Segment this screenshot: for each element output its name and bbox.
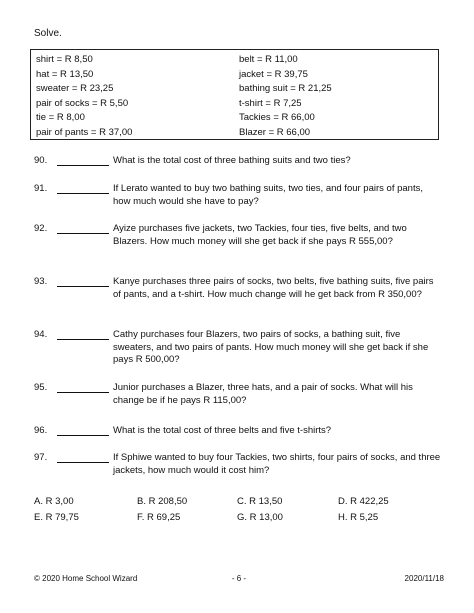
answer-option: H. R 5,25 [338,512,379,523]
answer-blank[interactable] [57,233,109,234]
answer-blank[interactable] [57,165,109,166]
question-text: If Lerato wanted to buy two bathing suits, two ties, and four pairs of pants, how much would she have to pay? [113,183,423,207]
question-text: What is the total cost of three belts and five t-shirts? [113,425,332,436]
question-text: What is the total cost of three bathing suits and two ties? [113,155,351,166]
price-item: Tackies = R 66,00 [239,112,315,124]
question-text: Junior purchases a Blazer, three hats, and a pair of socks. What will his change be if he pays R 115,00? [113,382,413,406]
price-item: jacket = R 39,75 [239,68,308,80]
question-number: 95. [34,382,48,393]
question-text: If Sphiwe wanted to buy four Tackies, two shirts, four pairs of socks, and three jackets, how much would it cost him? [113,452,441,476]
question-number: 92. [34,223,48,234]
question-number: 94. [34,329,48,340]
price-item: belt = R 11,00 [239,54,298,65]
price-item: pair of pants = R 37,00 [36,126,133,138]
page-footer [34,574,444,586]
footer-page-number: - 6 - [231,574,247,583]
question-number: 96. [34,425,48,436]
price-item: sweater = R 23,25 [36,83,114,95]
question-number: 90. [34,155,48,166]
question-number: 93. [34,276,48,287]
footer-date: 2020/11/18 [404,574,444,583]
footer-copyright: © 2020 Home School Wizard [34,574,138,583]
answer-option: B. R 208,50 [137,496,188,507]
price-item: t-shirt = R 7,25 [239,97,302,109]
question-text: Ayize purchases five jackets, two Tackies, four ties, five belts, and two Blazers. How much money will she get back if she pays R 555,00? [113,223,407,247]
instruction: Solve. [34,28,62,39]
question-number: 91. [34,183,48,194]
price-item: tie = R 8,00 [36,112,85,124]
price-list-box [30,49,439,140]
question-number: 97. [34,452,48,463]
question-text: Cathy purchases four Blazers, two pairs of socks, a bathing suit, five sweaters, and two pairs of pants. How much money will she get back if she pays R 500,00? [113,329,429,365]
price-item: bathing suit = R 21,25 [239,83,332,95]
answer-option: D. R 422,25 [338,496,389,507]
answer-row [34,512,444,528]
price-column-left [36,53,132,141]
answer-options [34,496,444,528]
answer-blank[interactable] [57,286,109,287]
answer-option: C. R 13,50 [237,496,283,507]
answer-option: G. R 13,00 [237,512,283,523]
price-item: Blazer = R 66,00 [239,126,311,138]
answer-blank[interactable] [57,392,109,393]
answer-blank[interactable] [57,435,109,436]
answer-blank[interactable] [57,339,109,340]
answer-option: F. R 69,25 [137,512,181,523]
answer-option: A. R 3,00 [34,496,74,507]
question-text: Kanye purchases three pairs of socks, two belts, five bathing suits, five pairs of pants, and a t-shirt. How much change will he get back from R 350,00? [113,276,434,300]
price-item: pair of socks = R 5,50 [36,97,129,109]
answer-blank[interactable] [57,193,109,194]
price-column-right [239,53,332,141]
answer-blank[interactable] [57,462,109,463]
price-item: shirt = R 8,50 [36,54,93,65]
answer-row [34,496,444,512]
price-item: hat = R 13,50 [36,68,94,80]
answer-option: E. R 79,75 [34,512,79,523]
